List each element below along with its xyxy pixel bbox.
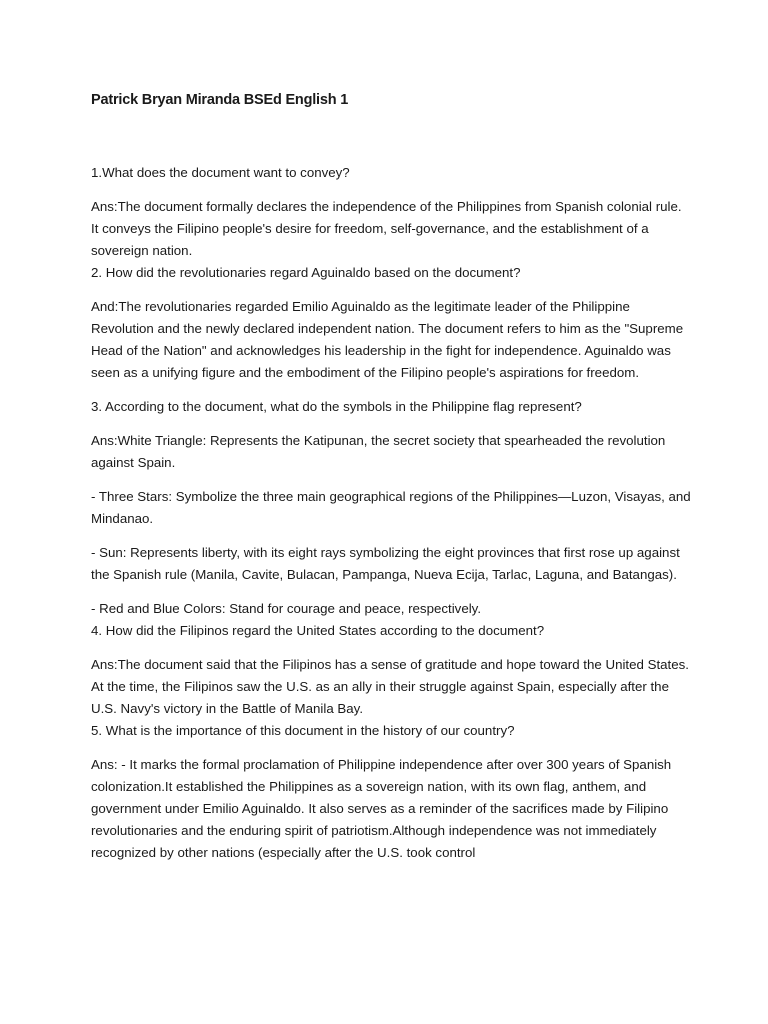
answer-5: Ans: - It marks the formal proclamation of Philippine independence after over 300 years of Spanish colonization.It established the Philippines as a sovereign nation, with its own flag, anthem, and government under Emilio Aguinaldo. It also serves as a reminder of the sacrifices made by Filipino revolutionaries and the enduring spirit of patriotism.Although independence was not immediately recognized by other nations (especially after the U.S. took control <box>91 757 672 860</box>
answer-2: And:The revolutionaries regarded Emilio Aguinaldo as the legitimate leader of the Philippine Revolution and the newly declared independent nation. The document refers to him as the "Supreme Head of the Nation" and acknowledges his leadership in the fight for independence. Aguinaldo was seen as a unifying figure and the embodiment of the Filipino people's aspirations for freedom. <box>91 299 684 380</box>
question-2: 2. How did the revolutionaries regard Aguinaldo based on the document? <box>91 265 521 280</box>
question-3: 3. According to the document, what do the symbols in the Philippine flag represent? <box>91 399 582 414</box>
answer-3-colors: - Red and Blue Colors: Stand for courage and peace, respectively. <box>91 601 482 616</box>
document-body <box>91 162 691 864</box>
answer-3-white-triangle: Ans:White Triangle: Represents the Katipunan, the secret society that spearheaded the revolution against Spain. <box>91 433 666 470</box>
answer-4: Ans:The document said that the Filipinos has a sense of gratitude and hope toward the United States. At the time, the Filipinos saw the U.S. as an ally in their struggle against Spain, especially after the U.S. Navy's victory in the Battle of Manila Bay. <box>91 657 689 716</box>
question-4: 4. How did the Filipinos regard the United States according to the document? <box>91 623 545 638</box>
question-1: 1.What does the document want to convey? <box>91 165 350 180</box>
answer-3-sun: - Sun: Represents liberty, with its eight rays symbolizing the eight provinces that first rose up against the Spanish rule (Manila, Cavite, Bulacan, Pampanga, Nueva Ecija, Tarlac, Laguna, and Batangas). <box>91 545 680 582</box>
document-title: Patrick Bryan Miranda BSEd English 1 <box>91 92 349 108</box>
answer-1: Ans:The document formally declares the independence of the Philippines from Spanish colonial rule. It conveys the Filipino people's desire for freedom, self-governance, and the establishment of a sovereign nation. <box>91 199 682 258</box>
answer-3-three-stars: - Three Stars: Symbolize the three main geographical regions of the Philippines—Luzon, Visayas, and Mindanao. <box>91 489 691 526</box>
question-5: 5. What is the importance of this document in the history of our country? <box>91 723 515 738</box>
